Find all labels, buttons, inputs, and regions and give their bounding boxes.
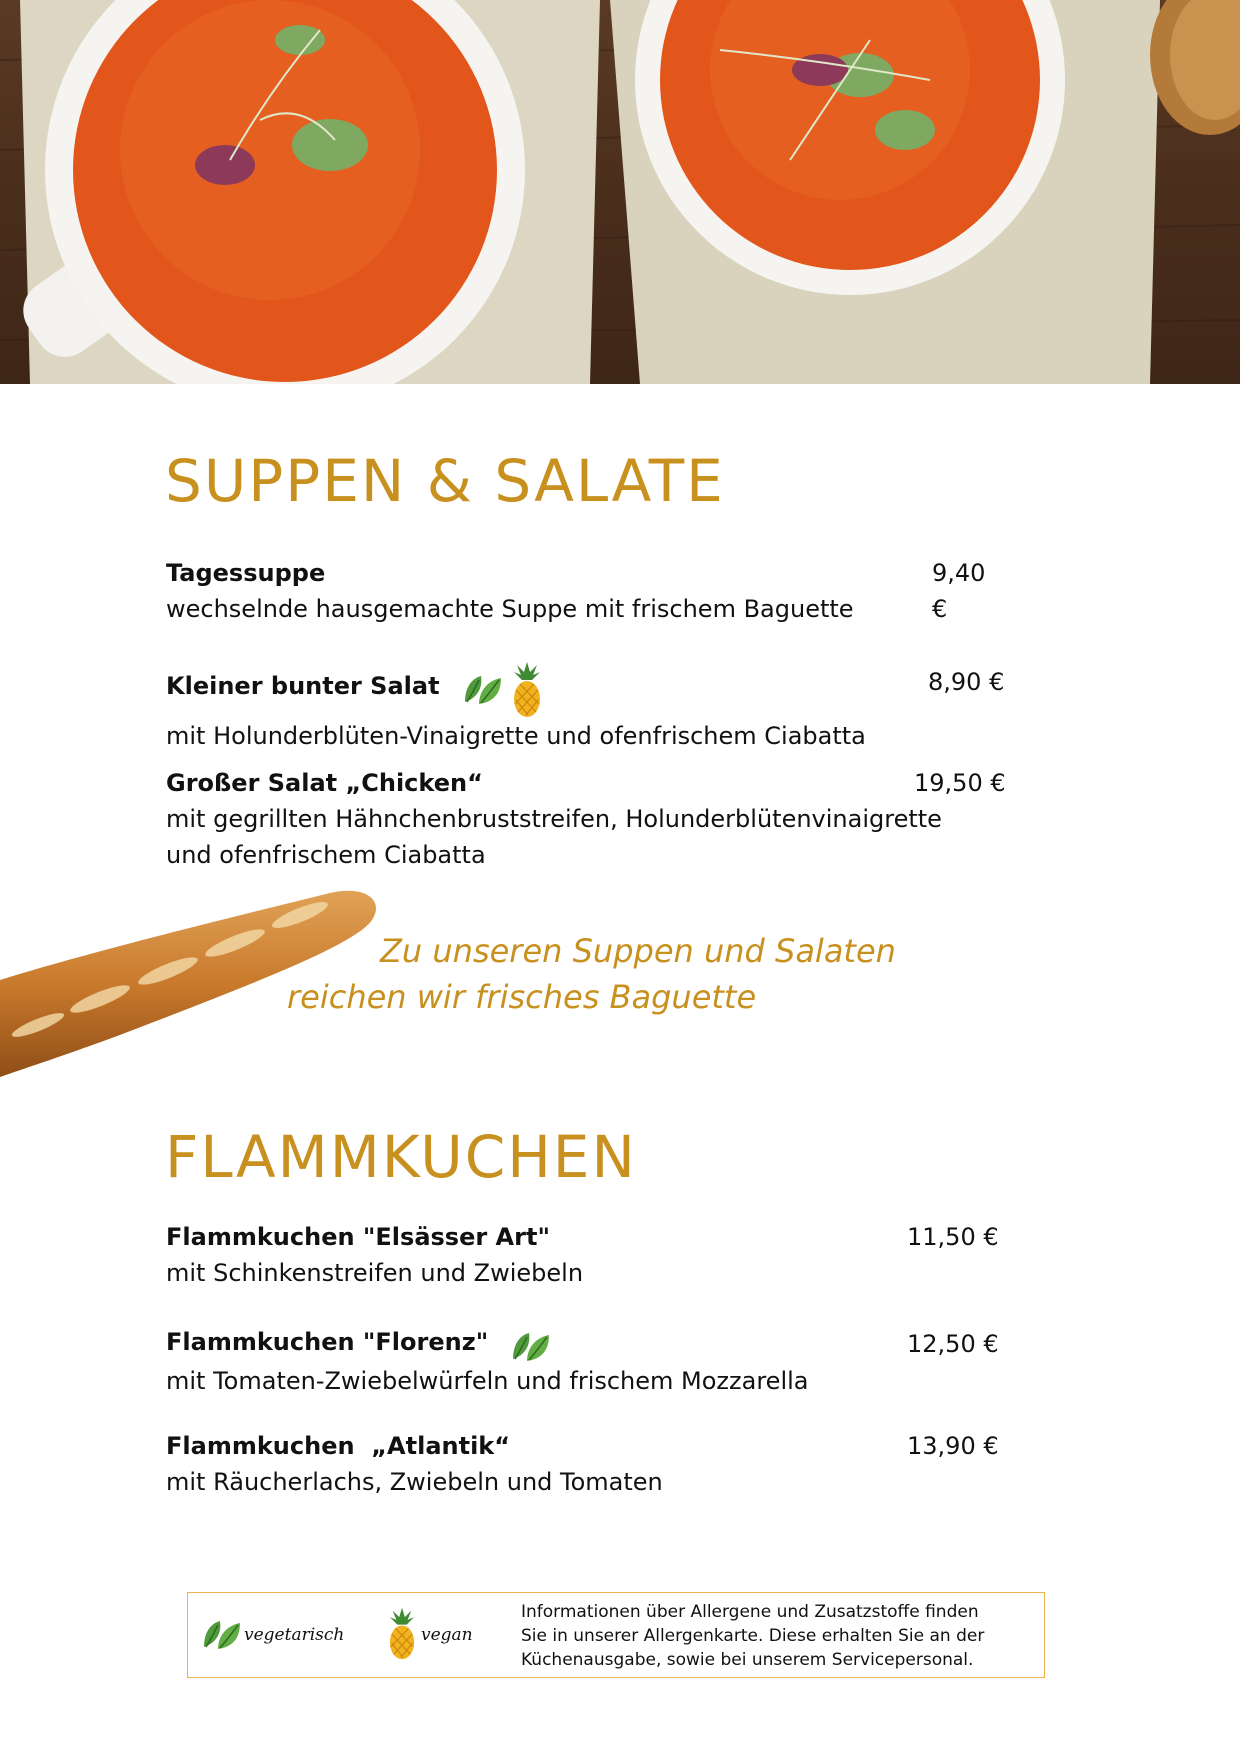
item-price: 19,50 € [914, 769, 1006, 797]
item-name: Flammkuchen "Elsässer Art" [166, 1223, 550, 1251]
section-title-suppen-salate: SUPPEN & SALATE [165, 447, 725, 515]
legend-label-vegetarian: vegetarisch [244, 1625, 345, 1645]
diet-icons [511, 1329, 551, 1363]
item-price: 13,90 € [907, 1432, 999, 1460]
item-name: Tagessuppe [166, 559, 326, 587]
leaf-icon [202, 1617, 242, 1651]
item-description: mit Räucherlachs, Zwiebeln und Tomaten [166, 1468, 663, 1496]
item-name: Flammkuchen "Florenz" [166, 1328, 489, 1356]
item-description: mit Schinkenstreifen und Zwiebeln [166, 1259, 584, 1287]
allergen-info-line-3: Küchenausgabe, sowie bei unserem Servicepersonal. [521, 1650, 974, 1670]
menu-item-flammkuchen-florenz [166, 1324, 1006, 1399]
legend-box [187, 1592, 1045, 1678]
legend-label-vegan: vegan [421, 1625, 473, 1645]
leaf-icon [463, 672, 503, 706]
allergen-info-line-2: Sie in unserer Allergenkarte. Diese erhalten Sie an der [521, 1626, 985, 1646]
baguette-note-line-2: reichen wir frisches Baguette [287, 978, 757, 1016]
menu-item-flammkuchen-atlantik [166, 1428, 1006, 1500]
baguette-note-line-1: Zu unseren Suppen und Salaten [380, 932, 896, 970]
item-name: Kleiner bunter Salat [166, 671, 440, 700]
item-price: 9,40 € [932, 559, 986, 623]
leaf-icon [511, 1329, 551, 1363]
allergen-info-line-1: Informationen über Allergene und Zusatzstoffe finden [521, 1602, 979, 1622]
item-price: 11,50 € [907, 1223, 999, 1251]
menu-item-flammkuchen-elsaesser-art [166, 1219, 1006, 1291]
item-name: Großer Salat „Chicken“ [166, 769, 483, 797]
item-name: Flammkuchen „Atlantik“ [166, 1432, 511, 1460]
item-price: 12,50 € [907, 1330, 999, 1358]
item-description: mit Tomaten-Zwiebelwürfeln und frischem Mozzarella [166, 1366, 809, 1395]
menu-item-kleiner-bunter-salat [166, 660, 1006, 754]
allergen-info [521, 1600, 1031, 1672]
section-title-flammkuchen: FLAMMKUCHEN [165, 1123, 637, 1191]
item-description: wechselnde hausgemachte Suppe mit frischem Baguette [166, 595, 854, 623]
hero-photo [0, 0, 1240, 384]
item-description-line-2: und ofenfrischem Ciabatta [166, 841, 486, 869]
pineapple-icon [512, 660, 542, 718]
diet-icons [463, 660, 542, 718]
menu-item-tagessuppe [166, 555, 1006, 627]
item-price: 8,90 € [928, 668, 1005, 696]
pineapple-icon [388, 1605, 416, 1661]
soup-bowls-image [0, 0, 1240, 384]
menu-item-grosser-salat-chicken [166, 765, 1006, 873]
item-description-line-1: mit gegrillten Hähnchenbruststreifen, Holunderblütenvinaigrette [166, 805, 942, 833]
item-description: mit Holunderblüten-Vinaigrette und ofenfrischem Ciabatta [166, 722, 866, 750]
